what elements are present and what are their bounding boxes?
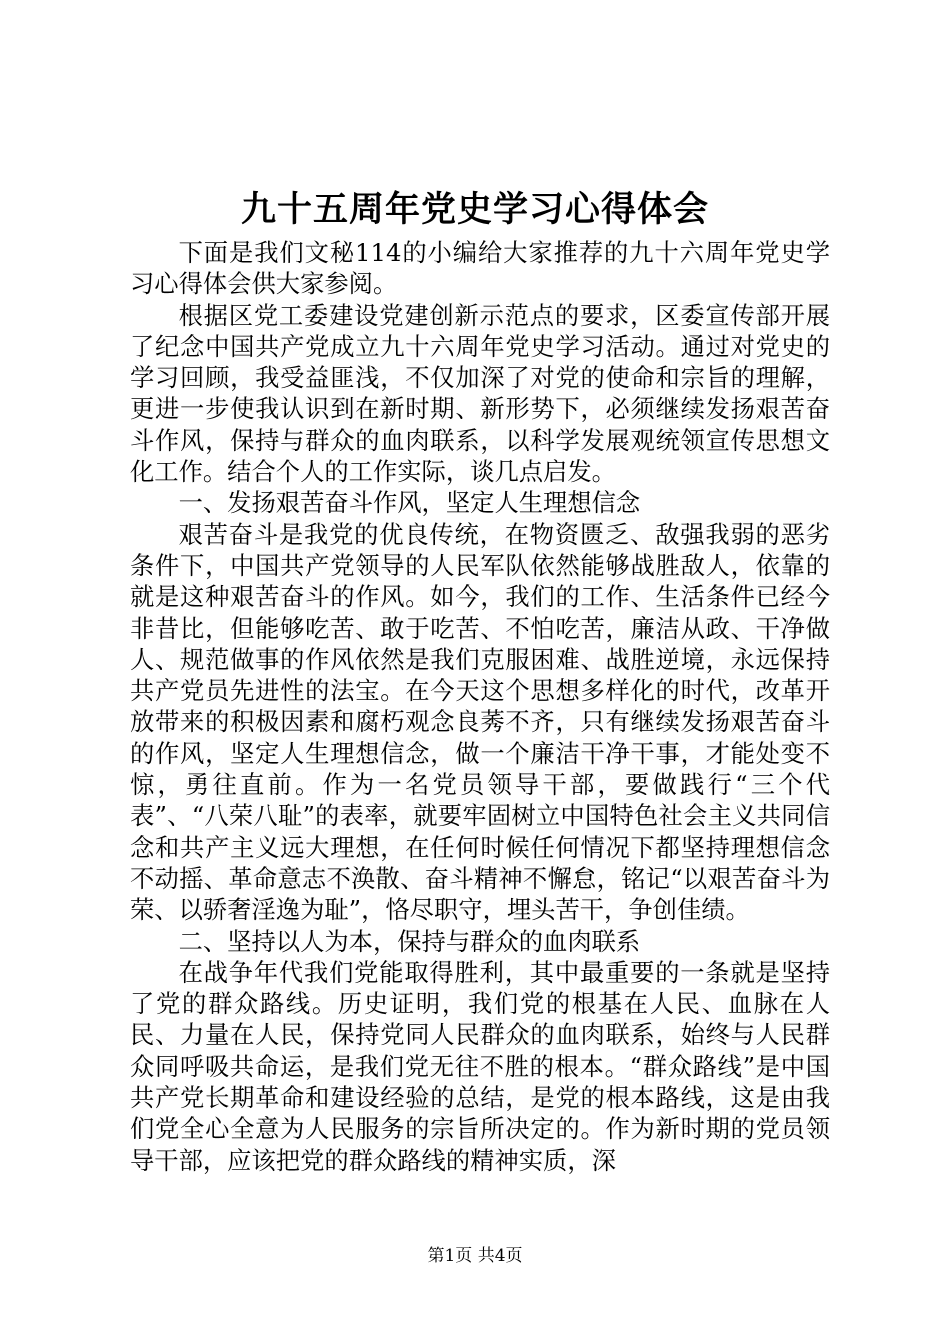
paragraph-section-2: 在战争年代我们党能取得胜利，其中最重要的一条就是坚持了党的群众路线。历史证明，我们党的根基在人民、血脉在人民、力量在人民，保持党同人民群众的血肉联系，始终与人民群众同呼吸共命运，是我们党无往不胜的根本。“群众路线”是中国共产党长期革命和建设经验的总结，是党的根本路线，这是由我们党全心全意为人民服务的宗旨所决定的。作为新时期的党员领导干部，应该把党的群众路线的精神实质，深 <box>130 957 830 1175</box>
paragraph-background: 根据区党工委建设党建创新示范点的要求，区委宣传部开展了纪念中国共产党成立九十六周年党史学习活动。通过对党史的学习回顾，我受益匪浅，不仅加深了对党的使命和宗旨的理解，更进一步使我认识到在新时期、新形势下，必须继续发扬艰苦奋斗作风，保持与群众的血肉联系，以科学发展观统领宣传思想文化工作。结合个人的工作实际，谈几点启发。 <box>130 300 830 487</box>
document-title: 九十五周年党史学习心得体会 <box>240 189 709 230</box>
section-heading-2: 二、坚持以人为本，保持与群众的血肉联系 <box>178 926 641 956</box>
section-heading-1: 一、发扬艰苦奋斗作风，坚定人生理想信念 <box>178 488 641 518</box>
page-number-footer: 第1页 共4页 <box>427 1246 523 1266</box>
paragraph-section-1: 艰苦奋斗是我党的优良传统，在物资匮乏、敌强我弱的恶劣条件下，中国共产党领导的人民军队依然能够战胜敌人，依靠的就是这种艰苦奋斗的作风。如今，我们的工作、生活条件已经今非昔比，但能够吃苦、敢于吃苦、不怕吃苦，廉洁从政、干净做人、规范做事的作风依然是我们克服困难、战胜逆境，永远保持共产党员先进性的法宝。在今天这个思想多样化的时代，改革开放带来的积极因素和腐朽观念良莠不齐，只有继续发扬艰苦奋斗的作风，坚定人生理想信念，做一个廉洁干净干事，才能处变不惊，勇往直前。作为一名党员领导干部，要做践行“三个代表”、“八荣八耻”的表率，就要牢固树立中国特色社会主义共同信念和共产主义远大理想，在任何时候任何情况下都坚持理想信念不动摇、革命意志不涣散、奋斗精神不懈怠，铭记“以艰苦奋斗为荣、以骄奢淫逸为耻”，恪尽职守，埋头苦干，争创佳绩。 <box>130 519 830 925</box>
document-body <box>130 237 830 1176</box>
paragraph-intro: 下面是我们文秘114的小编给大家推荐的九十六周年党史学习心得体会供大家参阅。 <box>130 238 830 299</box>
